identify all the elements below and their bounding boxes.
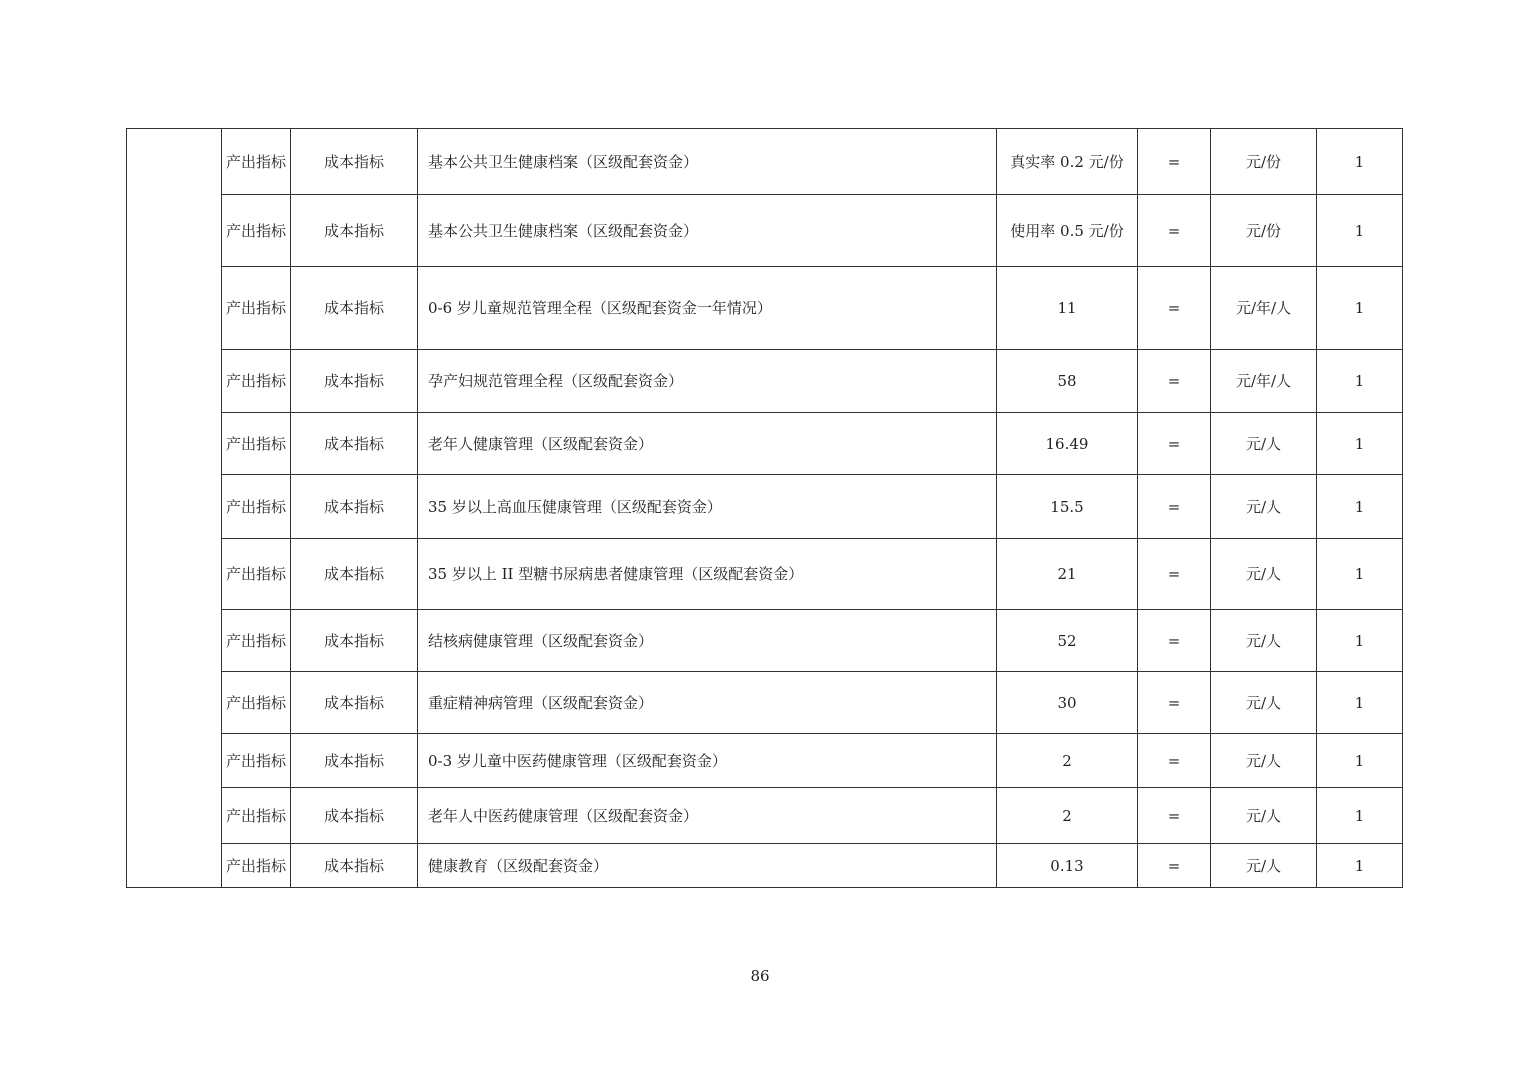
table-row <box>127 672 1403 734</box>
table-row <box>127 475 1403 539</box>
page-number: 86 <box>750 967 770 985</box>
weight-cell: 1 <box>1317 267 1403 350</box>
level1-cell: 产出指标 <box>222 195 291 267</box>
level1-cell: 产出指标 <box>222 610 291 672</box>
level2-cell: 成本指标 <box>291 413 418 475</box>
level2-cell: 成本指标 <box>291 610 418 672</box>
unit-cell: 元/人 <box>1211 788 1317 844</box>
weight-cell: 1 <box>1317 195 1403 267</box>
target-value-cell: 0.13 <box>997 844 1138 888</box>
operator-cell: = <box>1138 267 1211 350</box>
target-value-cell: 11 <box>997 267 1138 350</box>
operator-cell: = <box>1138 610 1211 672</box>
indicator-name-cell: 0-3 岁儿童中医药健康管理（区级配套资金） <box>418 734 997 788</box>
level2-cell: 成本指标 <box>291 844 418 888</box>
indicator-name-cell: 重症精神病管理（区级配套资金） <box>418 672 997 734</box>
level1-cell: 产出指标 <box>222 734 291 788</box>
level2-cell: 成本指标 <box>291 539 418 610</box>
target-value-cell: 16.49 <box>997 413 1138 475</box>
weight-cell: 1 <box>1317 475 1403 539</box>
table-row <box>127 788 1403 844</box>
unit-cell: 元/人 <box>1211 475 1317 539</box>
level2-cell: 成本指标 <box>291 195 418 267</box>
weight-cell: 1 <box>1317 350 1403 413</box>
weight-cell: 1 <box>1317 844 1403 888</box>
target-value-cell: 52 <box>997 610 1138 672</box>
operator-cell: = <box>1138 844 1211 888</box>
indicator-name-cell: 35 岁以上高血压健康管理（区级配套资金） <box>418 475 997 539</box>
weight-cell: 1 <box>1317 539 1403 610</box>
level1-cell: 产出指标 <box>222 350 291 413</box>
weight-cell: 1 <box>1317 413 1403 475</box>
level2-cell: 成本指标 <box>291 129 418 195</box>
level2-cell: 成本指标 <box>291 734 418 788</box>
unit-cell: 元/份 <box>1211 195 1317 267</box>
level2-cell: 成本指标 <box>291 475 418 539</box>
target-value-cell: 2 <box>997 788 1138 844</box>
table-row <box>127 195 1403 267</box>
operator-cell: = <box>1138 195 1211 267</box>
indicator-name-cell: 结核病健康管理（区级配套资金） <box>418 610 997 672</box>
indicator-name-cell: 基本公共卫生健康档案（区级配套资金） <box>418 195 997 267</box>
unit-cell: 元/人 <box>1211 734 1317 788</box>
unit-cell: 元/份 <box>1211 129 1317 195</box>
level1-cell: 产出指标 <box>222 475 291 539</box>
level2-cell: 成本指标 <box>291 672 418 734</box>
unit-cell: 元/人 <box>1211 413 1317 475</box>
level1-cell: 产出指标 <box>222 129 291 195</box>
operator-cell: = <box>1138 734 1211 788</box>
weight-cell: 1 <box>1317 610 1403 672</box>
table-row <box>127 844 1403 888</box>
level2-cell: 成本指标 <box>291 788 418 844</box>
target-value-cell: 30 <box>997 672 1138 734</box>
level2-cell: 成本指标 <box>291 267 418 350</box>
table-row <box>127 350 1403 413</box>
indicator-name-cell: 35 岁以上 II 型糖书尿病患者健康管理（区级配套资金） <box>418 539 997 610</box>
indicator-name-cell: 老年人健康管理（区级配套资金） <box>418 413 997 475</box>
target-value-cell: 2 <box>997 734 1138 788</box>
operator-cell: = <box>1138 475 1211 539</box>
table-row <box>127 734 1403 788</box>
unit-cell: 元/年/人 <box>1211 267 1317 350</box>
operator-cell: = <box>1138 672 1211 734</box>
unit-cell: 元/人 <box>1211 539 1317 610</box>
operator-cell: = <box>1138 413 1211 475</box>
weight-cell: 1 <box>1317 734 1403 788</box>
level2-cell: 成本指标 <box>291 350 418 413</box>
level1-cell: 产出指标 <box>222 267 291 350</box>
weight-cell: 1 <box>1317 672 1403 734</box>
level1-cell: 产出指标 <box>222 788 291 844</box>
category-blank-cell <box>127 129 222 888</box>
unit-cell: 元/年/人 <box>1211 350 1317 413</box>
indicator-table <box>126 128 1403 888</box>
table-row <box>127 267 1403 350</box>
table-row <box>127 413 1403 475</box>
indicator-name-cell: 0-6 岁儿童规范管理全程（区级配套资金一年情况） <box>418 267 997 350</box>
target-value-cell: 真实率 0.2 元/份 <box>997 129 1138 195</box>
unit-cell: 元/人 <box>1211 672 1317 734</box>
level1-cell: 产出指标 <box>222 844 291 888</box>
target-value-cell: 使用率 0.5 元/份 <box>997 195 1138 267</box>
operator-cell: = <box>1138 350 1211 413</box>
indicator-name-cell: 孕产妇规范管理全程（区级配套资金） <box>418 350 997 413</box>
operator-cell: = <box>1138 129 1211 195</box>
operator-cell: = <box>1138 539 1211 610</box>
table-body <box>127 129 1403 888</box>
indicator-name-cell: 健康教育（区级配套资金） <box>418 844 997 888</box>
indicator-name-cell: 老年人中医药健康管理（区级配套资金） <box>418 788 997 844</box>
level1-cell: 产出指标 <box>222 672 291 734</box>
target-value-cell: 15.5 <box>997 475 1138 539</box>
level1-cell: 产出指标 <box>222 413 291 475</box>
table-row <box>127 610 1403 672</box>
level1-cell: 产出指标 <box>222 539 291 610</box>
unit-cell: 元/人 <box>1211 844 1317 888</box>
weight-cell: 1 <box>1317 129 1403 195</box>
table-row <box>127 129 1403 195</box>
unit-cell: 元/人 <box>1211 610 1317 672</box>
weight-cell: 1 <box>1317 788 1403 844</box>
operator-cell: = <box>1138 788 1211 844</box>
table-row <box>127 539 1403 610</box>
target-value-cell: 58 <box>997 350 1138 413</box>
indicator-name-cell: 基本公共卫生健康档案（区级配套资金） <box>418 129 997 195</box>
target-value-cell: 21 <box>997 539 1138 610</box>
